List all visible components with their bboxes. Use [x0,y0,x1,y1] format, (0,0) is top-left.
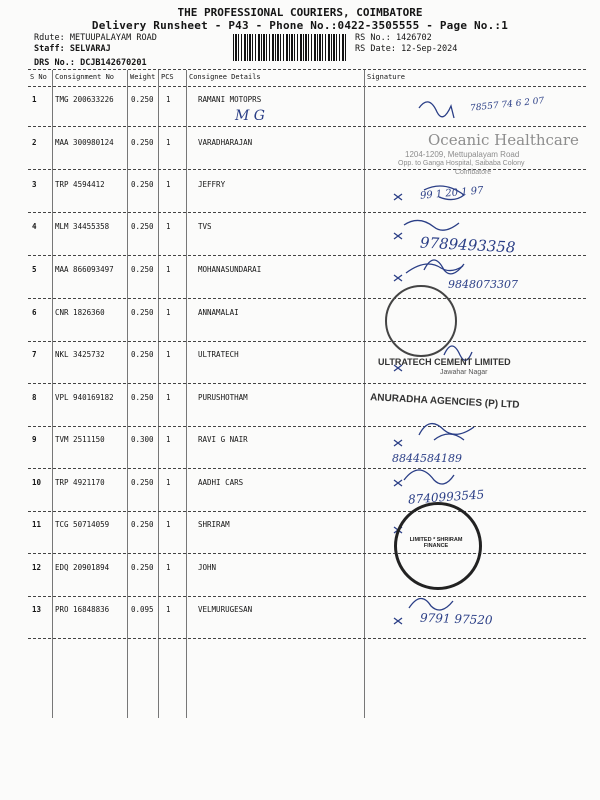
row-pcs: 1 [166,563,171,572]
col-header-sno: S No [30,73,47,81]
row-sno: 9 [32,435,37,444]
route-label: Rdute: [34,33,65,43]
column-divider [52,70,53,718]
rs-no-value: 1426702 [395,33,432,43]
header-bottom-divider [28,86,586,87]
row-pcs: 1 [166,265,171,274]
row-pcs: 1 [166,222,171,231]
row-weight: 0.250 [131,308,154,317]
row-weight: 0.250 [131,222,154,231]
row-pcs: 1 [166,95,171,104]
row-sno: 12 [32,563,42,572]
row-sno: 10 [32,478,42,487]
row-consignment: MAA 300980124 [55,138,114,147]
stamp-anuradha: ANURADHA AGENCIES (P) LTD [369,392,520,411]
company-title: THE PROFESSIONAL COURIERS, COIMBATORE [177,6,423,19]
row-consignment: PRO 16848836 [55,605,110,614]
row-consignee: JEFFRY [198,180,226,189]
col-header-consignee: Consignee Details [189,73,261,81]
signature-phone: 8740993545 [407,487,485,507]
row-sno: 13 [32,605,42,614]
row-consignment: EDQ 20901894 [55,563,110,572]
rs-no-line [355,33,432,43]
stamp-oceanic-addr1: 1204-1209, Mettupalayam Road [405,150,520,159]
stamp-oceanic-addr3: Coimbatore [455,169,492,176]
col-header-consignment: Consignment No [55,73,115,81]
drs-value: DCJB142670201 [80,58,147,68]
row-consignee: JOHN [198,563,217,572]
route-value: METUUPALAYAM ROAD [69,33,157,43]
row-pcs: 1 [166,308,171,317]
row-pcs: 1 [166,180,171,189]
rs-date-line [355,44,457,54]
row-weight: 0.250 [131,520,154,529]
row-consignee: AADHI CARS [198,478,244,487]
row-weight: 0.095 [131,605,154,614]
signature-initials: M G [235,108,265,124]
staff-line [34,44,111,54]
row-weight: 0.250 [131,393,154,402]
signature-phone: 99 1 20 1 97 [419,185,484,202]
col-header-pcs: PCS [161,73,174,81]
signature-phone: 9848073307 [448,278,518,291]
barcode-icon [233,34,346,61]
row-consignment: CNR 1826360 [55,308,105,317]
row-consignee: MOHANASUNDARAI [198,265,262,274]
row-sno: 6 [32,308,37,317]
row-pcs: 1 [166,520,171,529]
staff-value: SELVARAJ [69,44,111,54]
row-consignment: VPL 940169182 [55,393,114,402]
table-top-divider [28,69,586,70]
stamp-shriram: LIMITED * SHRIRAM FINANCE [409,537,463,549]
row-consignment: MLM 34455358 [55,222,110,231]
row-consignee: RAVI G NAIR [198,435,248,444]
drs-line [34,58,147,68]
row-consignment: TCG 50714059 [55,520,110,529]
signature-phone: 9789493358 [419,233,516,257]
stamp-ultratech: ULTRATECH CEMENT LIMITED [378,357,511,367]
row-consignee: PURUSHOTHAM [198,393,248,402]
signature-phone: 8844584189 [392,452,462,465]
row-pcs: 1 [166,605,171,614]
row-consignee: ULTRATECH [198,350,239,359]
row-sno: 7 [32,350,37,359]
rs-date-label: RS Date: [355,44,396,54]
row-consignee: RAMANI MOTOPRS [198,95,262,104]
row-sno: 4 [32,222,37,231]
row-sno: 3 [32,180,37,189]
row-consignment: TRP 4921170 [55,478,105,487]
route-line [34,33,157,43]
row-pcs: 1 [166,478,171,487]
row-consignment: MAA 866093497 [55,265,114,274]
row-consignment: TVM 2511150 [55,435,105,444]
row-weight: 0.250 [131,350,154,359]
column-divider [127,70,128,718]
rs-date-value: 12-Sep-2024 [401,44,458,54]
row-sno: 11 [32,520,42,529]
column-divider [186,70,187,718]
row-sno: 1 [32,95,37,104]
column-divider [158,70,159,718]
row-sno: 2 [32,138,37,147]
stamp-ultratech-sub: Jawahar Nagar [440,369,488,376]
row-weight: 0.250 [131,265,154,274]
row-sno: 8 [32,393,37,402]
row-consignment: TRP 4594412 [55,180,105,189]
row-sno: 5 [32,265,37,274]
row-pcs: 1 [166,350,171,359]
staff-label: Staff: [34,44,65,54]
col-header-weight: Weight [130,73,156,81]
drs-label: DRS No.: [34,58,75,68]
row-consignee: VELMURUGESAN [198,605,253,614]
row-consignment: TMG 200633226 [55,95,114,104]
row-consignee: SHRIRAM [198,520,230,529]
row-weight: 0.250 [131,478,154,487]
row-weight: 0.250 [131,563,154,572]
row-consignee: ANNAMALAI [198,308,239,317]
round-stamp-icon [385,285,457,357]
row-consignee: VARADHARAJAN [198,138,253,147]
row-weight: 0.250 [131,95,154,104]
row-weight: 0.250 [131,180,154,189]
runsheet-subtitle: Delivery Runsheet - P43 - Phone No.:0422-3505555 - Page No.:1 [91,19,509,32]
row-pcs: 1 [166,435,171,444]
row-weight: 0.250 [131,138,154,147]
rs-no-label: RS No.: [355,33,391,43]
row-pcs: 1 [166,393,171,402]
row-consignee: TVS [198,222,212,231]
stamp-oceanic-addr2: Opp. to Ganga Hospital, Saibaba Colony [398,160,525,167]
signature-phone: 9791 97520 [419,610,493,628]
stamp-oceanic-name: Oceanic Healthcare [428,131,579,149]
row-consignment: NKL 3425732 [55,350,105,359]
row-pcs: 1 [166,138,171,147]
col-header-signature: Signature [367,73,405,81]
row-weight: 0.300 [131,435,154,444]
signature-phone: 78557 74 6 2 07 [469,96,545,114]
